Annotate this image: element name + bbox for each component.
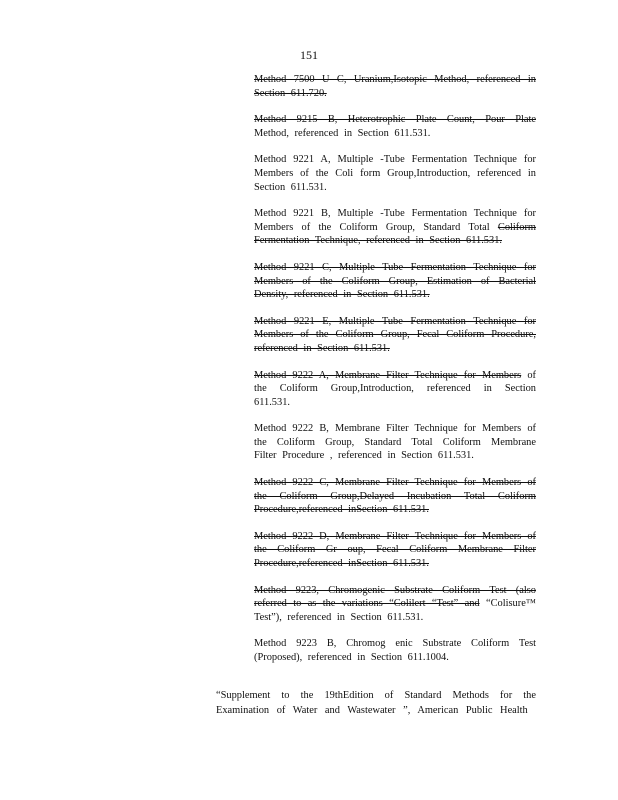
entry-segment: “Colisure™ Test”), referenced in Section 611.531. [254,598,536,623]
method-entry [254,530,536,571]
method-entry [254,207,536,248]
entry-segment: Coliform Fermentation Technique, referenced in Section 611.531. [254,221,536,247]
method-entry [254,315,536,356]
entry-segment: Method 9221 C, Multiple Tube Fermentation Technique for Members of the Coliform Group, Estimation of Bacterial Density, referenced in Section 611.531. [254,261,536,301]
entry-segment: Method 9222 B, Membrane Filter Technique for Members of the Coliform Group, Standard Total Coliform Membrane Filter Procedure , referenced in Section 611.531. [254,423,536,462]
method-entry [254,261,536,302]
method-entry [254,584,536,625]
entry-segment: Method 9222 A, Membrane Filter Technique for Members [254,369,522,381]
method-entry [254,422,536,463]
entry-segment: Method 9221 A, Multiple -Tube Fermentation Technique for Members of the Coli form Group,Introduction, referenced in Section 611.531. [254,154,536,193]
entry-segment: Method 9223, Chromogenic Substrate Coliform Test (also referred to as the variations “Colilert “Test” and [254,584,536,610]
method-entry [254,369,536,410]
method-entry [254,73,536,100]
entry-segment: Method 7500 U C, Uranium,Isotopic Method, referenced in Section 611.720. [254,74,536,99]
entry-segment: Method 9215 B, Heterotrophic Plate Count, Pour Plate [254,114,536,126]
entry-segment: Method 9222 D, Membrane Filter Technique for Members of the Coliform Gr oup, Fecal Coliform Membrane Filter Procedure,referenced inSection 611.531. [254,530,536,570]
entry-segment: Method, referenced in Section 611.531. [254,127,431,139]
page-number: 151 [300,48,318,62]
entry-segment: Method 9223 B, Chromog enic Substrate Coliform Test (Proposed), referenced in Section 611.1004. [254,638,536,663]
method-list [254,73,536,678]
supplement-paragraph: “Supplement to the 19thEdition of Standard Methods for the Examination of Water and Wastewater ”, American Public Health [216,690,536,716]
method-entry [254,113,536,140]
entry-segment: Method 9221 E, Multiple Tube Fermentation Technique for Members of the Coliform Group, Fecal Coliform Procedure, referenced in Section 611.531. [254,315,536,354]
entry-segment: Method 9222 C, Membrane Filter Technique for Members of the Coliform Group,Delayed Incubation Total Coliform Procedure,referenced inSection 611.531. [254,477,536,516]
method-entry [254,153,536,194]
method-entry [254,637,536,664]
entry-segment: Method 9221 B, Multiple -Tube Fermentation Technique for Members of the Coliform Group, Standard Total [254,208,536,233]
method-entry [254,476,536,517]
entry-segment: of the Coliform Group,Introduction, referenced in Section 611.531. [254,369,536,408]
